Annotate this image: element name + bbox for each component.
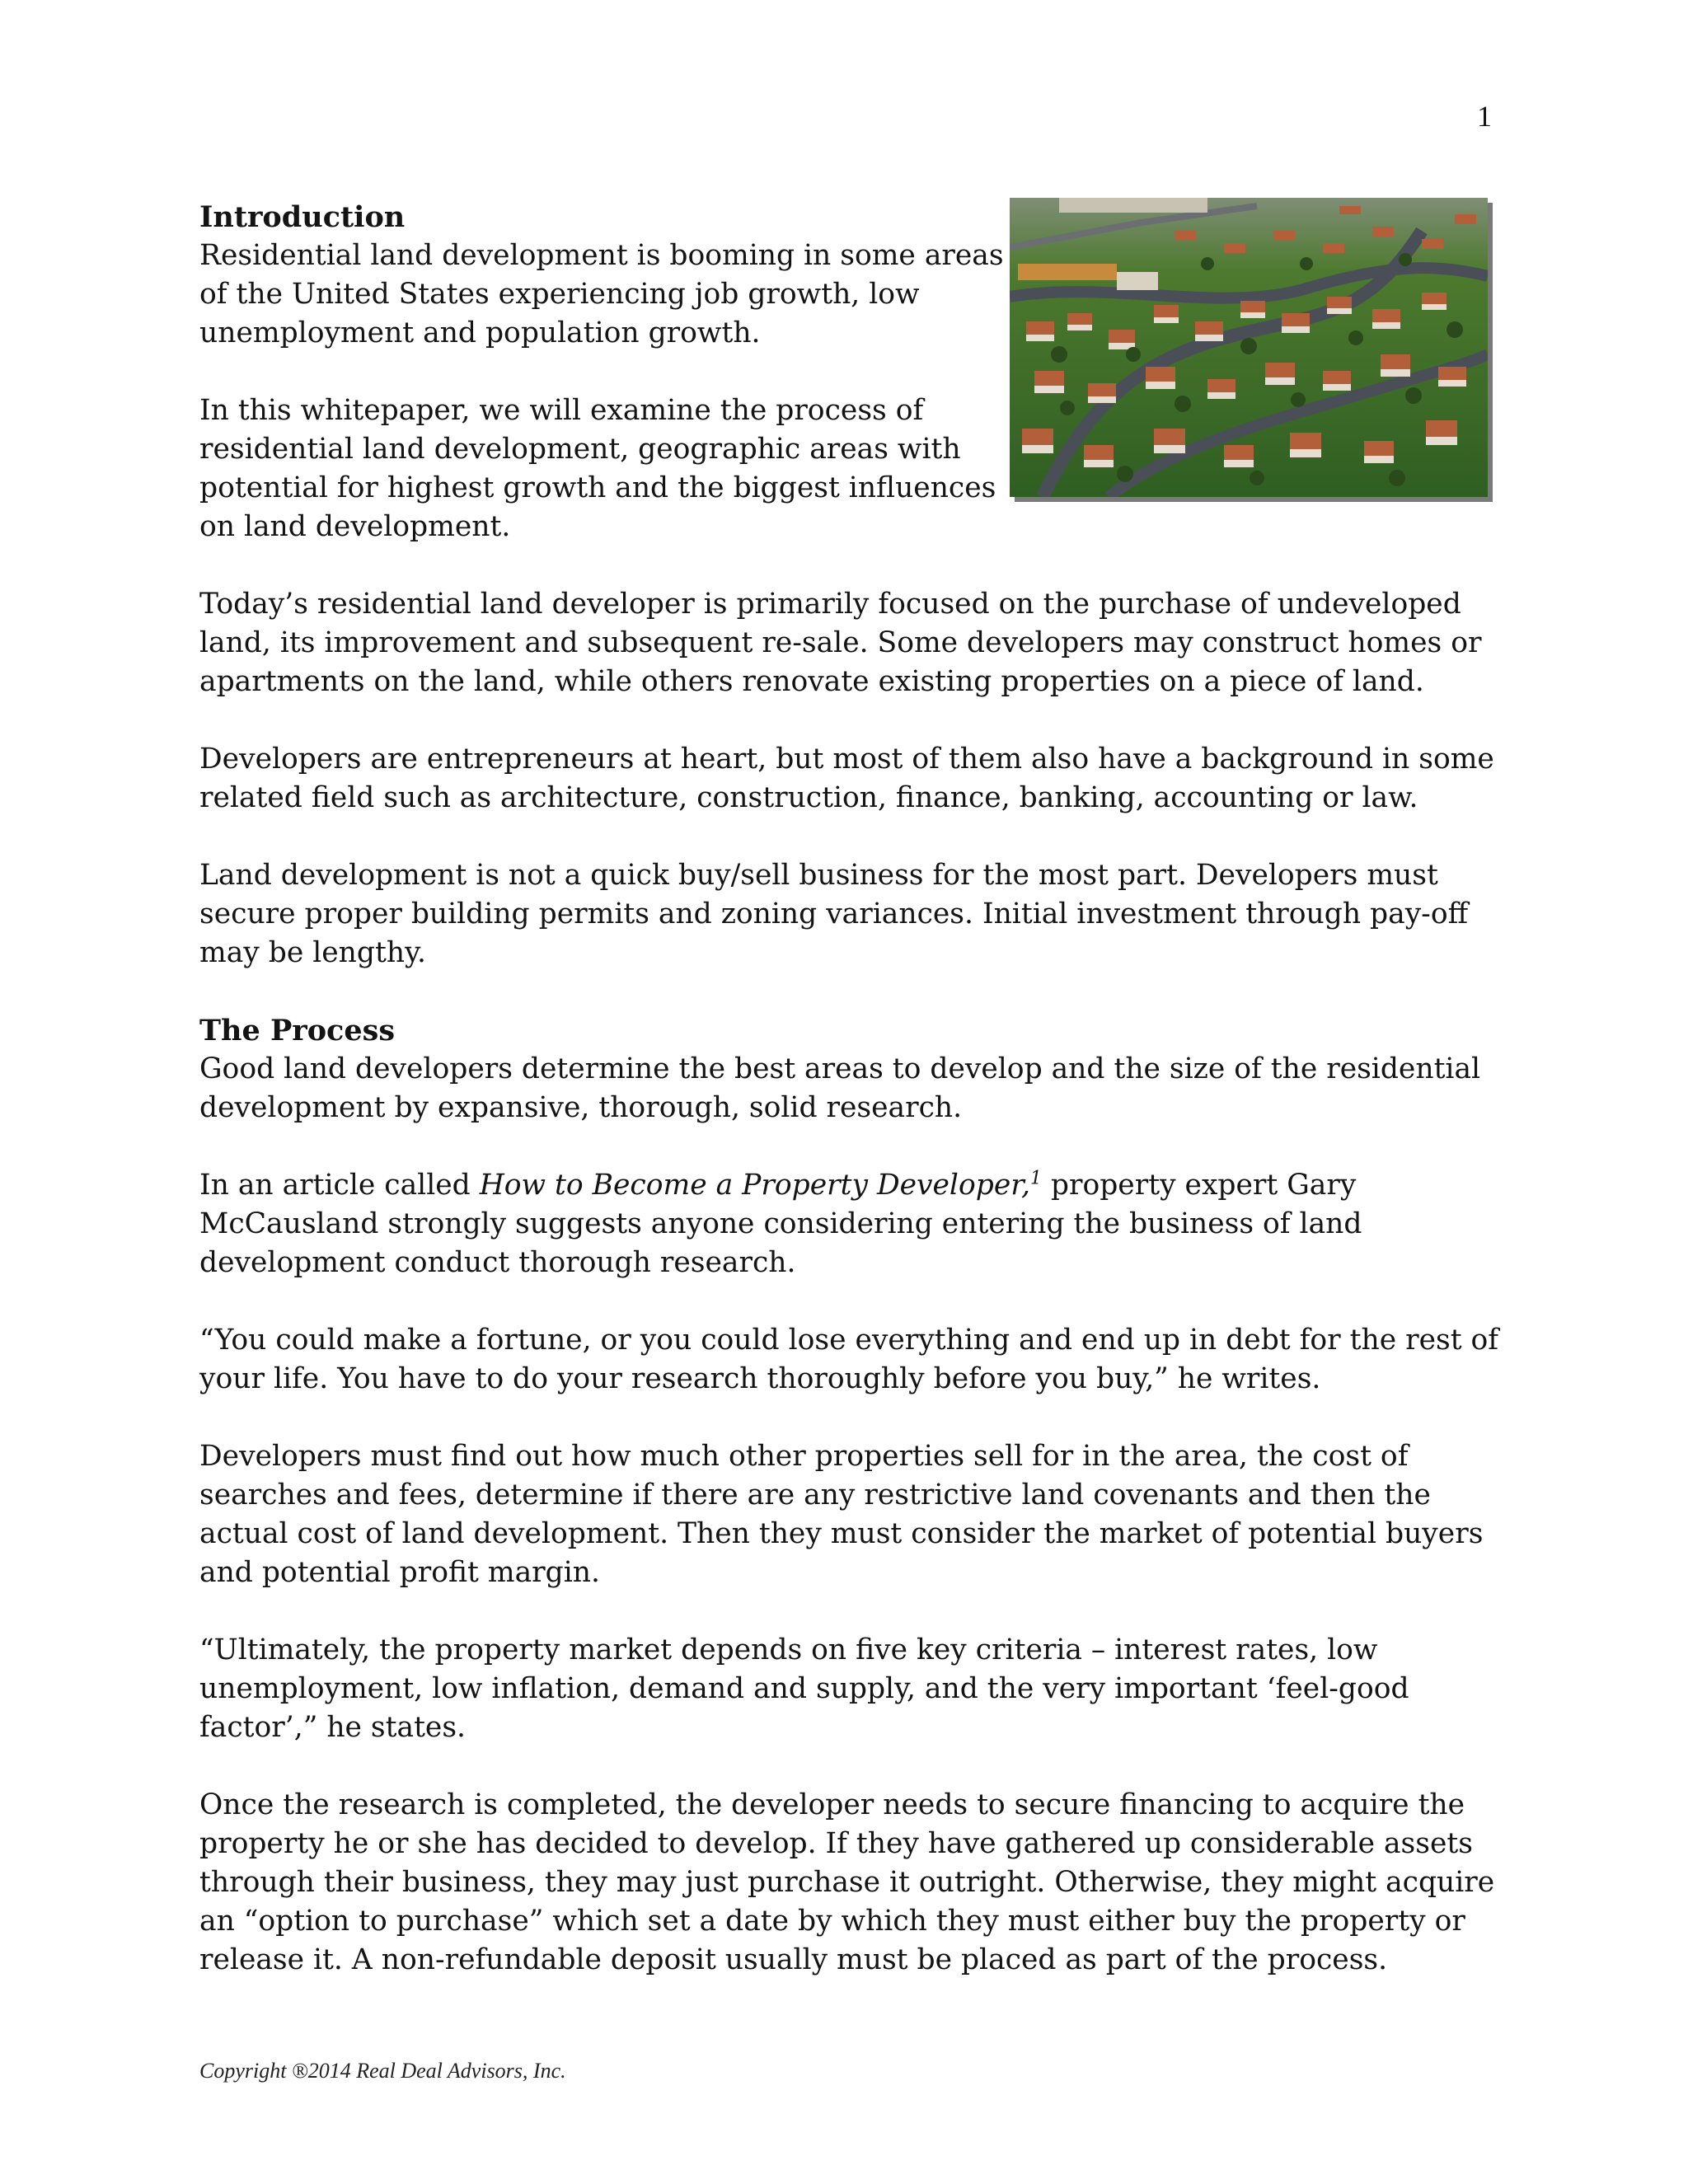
process-p2-suffix: property expert Gary McCausland strongly suggests anyone considering entering the business of land development conduct thorough research. <box>199 1169 1362 1279</box>
intro-paragraph-2: In this whitepaper, we will examine the process of residential land development, geographic areas with potential for highest growth and the biggest influences on land development. <box>199 394 996 543</box>
introduction-heading: Introduction <box>199 200 406 234</box>
process-paragraph-5: “Ultimately, the property market depends on five key criteria – interest rates, low unemployment, low inflation, demand and supply, and the very important ‘feel-good factor’,” he states. <box>199 1633 1409 1744</box>
page-number: 1 <box>1477 100 1492 133</box>
copyright-footer: Copyright ®2014 Real Deal Advisors, Inc. <box>199 2059 566 2083</box>
process-paragraph-3: “You could make a fortune, or you could lose everything and end up in debt for the rest of your life. You have to do your research thoroughly before you buy,” he writes. <box>199 1324 1499 1395</box>
footnote-marker[interactable]: 1 <box>1029 1168 1042 1189</box>
process-paragraph-4: Developers must find out how much other properties sell for in the area, the cost of searches and fees, determine if there are any restrictive land covenants and then the actual cost of land development. Then they must consider the market of potential buyers and potential profit margin. <box>199 1440 1484 1589</box>
process-heading: The Process <box>199 1014 396 1047</box>
process-paragraph-6: Once the research is completed, the developer needs to secure financing to acquire the property he or she has decided to develop. If they have gathered up considerable assets through their business, they may just purchase it outright. Otherwise, they might acquire an “option to purchase” which set a date by which they must either buy the property or release it. A non-refundable deposit usually must be placed as part of the process. <box>199 1788 1495 1976</box>
body-paragraph-5: Land development is not a quick buy/sell business for the most part. Developers must secure proper building permits and zoning variances. Initial investment through pay-off may be lengthy. <box>199 859 1469 969</box>
introduction-section <box>199 198 1024 546</box>
process-p2-prefix: In an article called <box>199 1169 480 1202</box>
process-paragraph-2 <box>199 1166 1502 1282</box>
body-paragraph-4: Developers are entrepreneurs at heart, but most of them also have a background in some related field such as architecture, construction, finance, banking, accounting or law. <box>199 743 1494 814</box>
intro-paragraph-1: Residential land development is booming in some areas of the United States experiencing job growth, low unemployment and population growth. <box>199 239 1004 349</box>
article-title: How to Become a Property Developer, <box>479 1169 1030 1202</box>
document-body <box>199 198 1502 2018</box>
process-paragraph-1: Good land developers determine the best areas to develop and the size of the residential development by expansive, thorough, solid research. <box>199 1052 1481 1124</box>
body-paragraph-3: Today’s residential land developer is primarily focused on the purchase of undeveloped land, its improvement and subsequent re-sale. Some developers may construct homes or apartments on the land, while others renovate existing properties on a piece of land. <box>199 588 1482 698</box>
